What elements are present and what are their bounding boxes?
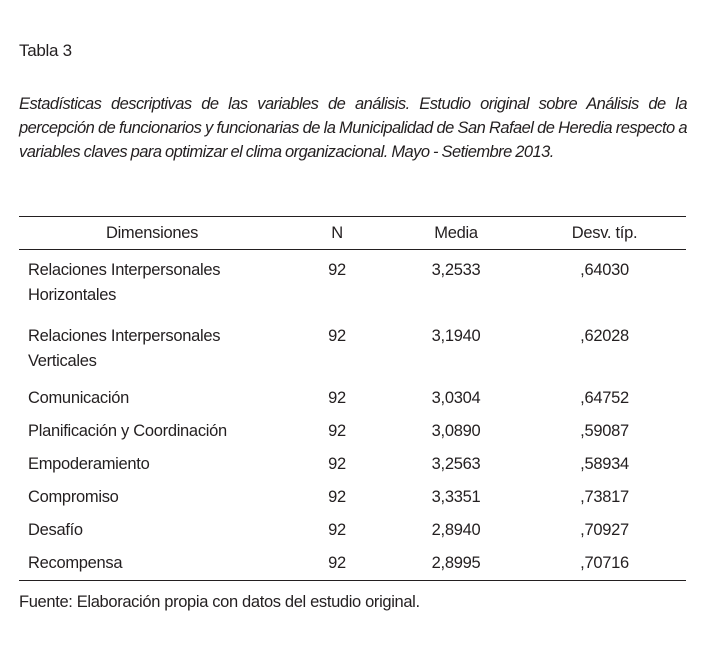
table-row	[19, 514, 686, 547]
table-body	[19, 250, 686, 581]
n-cell: 92	[328, 261, 346, 279]
dimension-cell	[19, 316, 285, 382]
dimension-cell	[19, 250, 285, 317]
table-row	[19, 547, 686, 581]
dimension-cell: Compromiso	[28, 488, 119, 506]
n-cell: 92	[328, 422, 346, 440]
media-cell: 2,8995	[389, 547, 523, 581]
table-row	[19, 481, 686, 514]
desv-cell: ,73817	[580, 488, 629, 506]
table-header	[19, 217, 686, 250]
desv-cell: ,59087	[580, 422, 629, 440]
n-cell: 92	[328, 521, 346, 539]
header-desv-tip: Desv. típ.	[523, 217, 686, 250]
header-row	[19, 217, 686, 250]
header-dimensiones: Dimensiones	[19, 217, 285, 250]
table-label: Tabla 3	[19, 41, 72, 60]
n-cell: 92	[328, 488, 346, 506]
desv-cell: ,58934	[580, 455, 629, 473]
media-cell: 3,3351	[431, 488, 481, 506]
n-cell: 92	[285, 547, 389, 581]
media-cell: 3,0890	[431, 422, 481, 440]
dimension-line1: Relaciones Interpersonales	[28, 261, 221, 279]
table-row	[19, 250, 686, 317]
descriptive-statistics-table	[19, 216, 686, 581]
table-row	[19, 448, 686, 481]
dimension-line2: Horizontales	[28, 286, 117, 304]
media-cell: 2,8940	[431, 521, 481, 539]
table-row	[19, 316, 686, 382]
desv-cell: ,62028	[580, 327, 629, 345]
dimension-line2: Verticales	[28, 352, 97, 370]
media-cell: 3,2563	[431, 455, 481, 473]
dimension-cell: Planificación y Coordinación	[28, 422, 227, 440]
desv-cell: ,64030	[580, 261, 629, 279]
media-cell: 3,0304	[431, 389, 481, 407]
header-n: N	[285, 217, 389, 250]
n-cell: 92	[328, 327, 346, 345]
header-media: Media	[389, 217, 523, 250]
dimension-cell: Desafío	[28, 521, 83, 539]
dimension-cell: Empoderamiento	[28, 455, 150, 473]
dimension-cell: Recompensa	[19, 547, 285, 581]
source-note: Fuente: Elaboración propia con datos del estudio original.	[19, 593, 420, 611]
n-cell: 92	[328, 455, 346, 473]
n-cell: 92	[328, 389, 346, 407]
dimension-cell: Comunicación	[28, 389, 129, 407]
media-cell: 3,1940	[431, 327, 481, 345]
table-row	[19, 415, 686, 448]
dimension-line1: Relaciones Interpersonales	[28, 327, 221, 345]
desv-cell: ,64752	[580, 389, 629, 407]
table-row	[19, 382, 686, 415]
desv-cell: ,70716	[523, 547, 686, 581]
table-caption: Estadísticas descriptivas de las variables de análisis. Estudio original sobre Análisis de la percepción de funcionarios y funcionarias de la Municipalidad de San Rafael de Heredia respecto a variables claves para optimizar el clima organizacional. Mayo - Setiembre 2013.	[19, 95, 687, 161]
desv-cell: ,70927	[580, 521, 629, 539]
media-cell: 3,2533	[431, 261, 481, 279]
